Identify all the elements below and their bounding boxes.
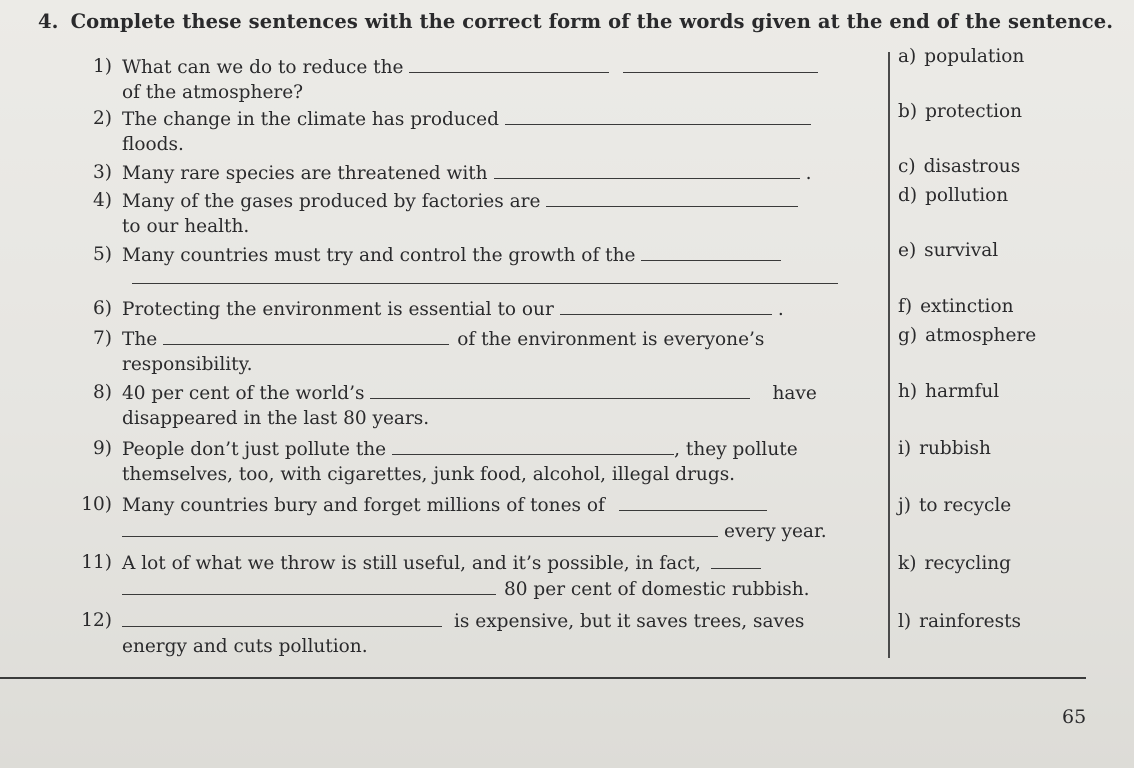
answer-blank[interactable] bbox=[623, 54, 818, 73]
answer-blank[interactable] bbox=[132, 282, 838, 284]
exercise-instruction: Complete these sentences with the correct form of the words given at the end of the sentence. bbox=[70, 10, 1114, 33]
option-item: l) rainforests bbox=[898, 611, 1022, 632]
option-item: i) rubbish bbox=[898, 438, 991, 459]
answer-blank[interactable] bbox=[163, 326, 449, 345]
column-divider bbox=[888, 52, 890, 658]
answer-blank[interactable] bbox=[641, 242, 781, 261]
answer-blank[interactable] bbox=[619, 492, 767, 511]
page-number: 65 bbox=[1062, 706, 1087, 728]
textbook-page: 4. Complete these sentences with the correct form of the words given at the end of the sentence. 1) What can we do to reduce the of the atmosphere? 2) The change in the climate has produced floods. 3) Many rare species are threatened with . 4) Many of the gases produced by factories are to our health. 5) Many countries must try and control the growth of the 6) Protecting the environment is essential to our . 7) The of the environment is everyone’s responsibility. 8) 40 per cent of the world’s have disappeared in the last 80 years. 9) People don’t just pollute the , they pollute themselves, too, with cigarettes, junk food, alcohol, illegal drugs. 10) Many countries bury and forget millions of tones of every year. 11) A lot of what we throw is still useful, and it’s possible, in fact, 80 per cent of domestic rubbish. 12) is expensive, but it saves trees, saves energy and cuts pollution. a) population b) protection c) disastrous d) pollution e) survival f) extinction g) atmosphere h) harmful i) rubbish j) to recycle k) recycling l) rainforests 65 bbox=[0, 0, 1134, 768]
option-item: h) harmful bbox=[898, 381, 1000, 402]
answer-blank[interactable] bbox=[392, 436, 674, 455]
answer-blank[interactable] bbox=[122, 576, 496, 595]
answer-blank[interactable] bbox=[711, 550, 761, 569]
exercise-heading bbox=[38, 10, 1113, 33]
answer-blank[interactable] bbox=[122, 608, 442, 627]
option-item: f) extinction bbox=[898, 296, 1014, 317]
answer-blank[interactable] bbox=[560, 296, 772, 315]
answer-blank[interactable] bbox=[122, 518, 718, 537]
option-item: k) recycling bbox=[898, 553, 1011, 574]
answer-blank[interactable] bbox=[494, 160, 800, 179]
bottom-rule bbox=[0, 677, 1086, 679]
option-item: g) atmosphere bbox=[898, 325, 1037, 346]
option-item: c) disastrous bbox=[898, 156, 1021, 177]
question-number: 1) bbox=[93, 56, 112, 77]
option-item: j) to recycle bbox=[898, 495, 1012, 516]
answer-blank[interactable] bbox=[409, 54, 609, 73]
option-item: e) survival bbox=[898, 240, 999, 261]
option-item: b) protection bbox=[898, 101, 1023, 122]
question-line-1: What can we do to reduce the bbox=[122, 54, 818, 81]
option-item: a) population bbox=[898, 46, 1025, 67]
answer-blank[interactable] bbox=[546, 188, 798, 207]
exercise-number: 4. bbox=[38, 10, 59, 33]
answer-blank[interactable] bbox=[370, 380, 750, 399]
option-item: d) pollution bbox=[898, 185, 1009, 206]
answer-blank[interactable] bbox=[505, 106, 811, 125]
